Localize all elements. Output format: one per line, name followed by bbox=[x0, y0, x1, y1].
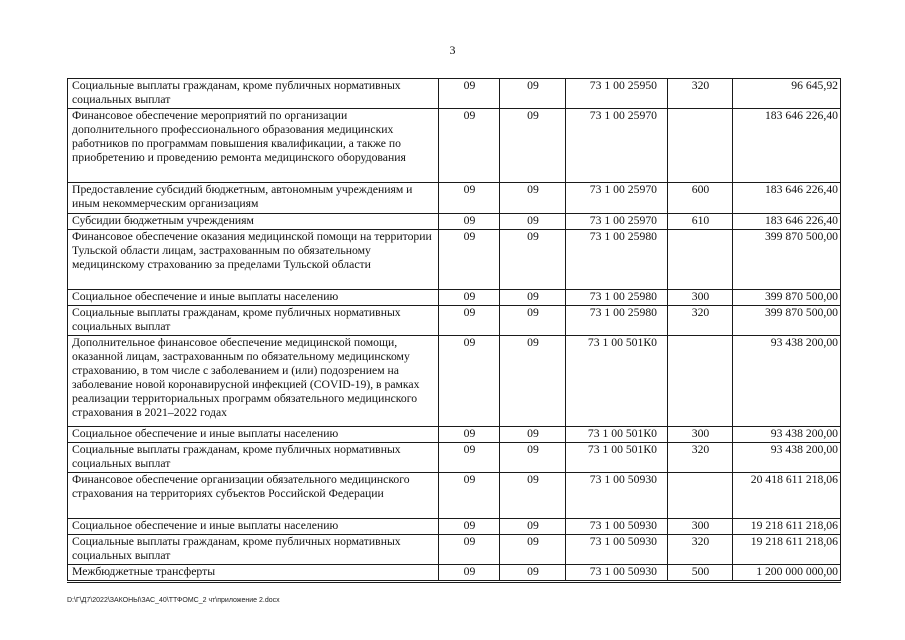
row-name: Социальные выплаты гражданам, кроме публичных нормативных социальных выплат bbox=[68, 535, 439, 565]
row-subsection: 09 bbox=[500, 214, 566, 230]
row-target-article: 73 1 00 50930 bbox=[566, 565, 668, 582]
row-target-article: 73 1 00 50930 bbox=[566, 473, 668, 519]
row-target-article: 73 1 00 25980 bbox=[566, 290, 668, 306]
row-expense-type bbox=[668, 109, 733, 183]
row-amount: 93 438 200,00 bbox=[733, 336, 841, 427]
row-subsection: 09 bbox=[500, 109, 566, 183]
row-section: 09 bbox=[439, 473, 500, 519]
row-subsection: 09 bbox=[500, 336, 566, 427]
table-row bbox=[68, 109, 841, 183]
row-expense-type: 300 bbox=[668, 290, 733, 306]
row-amount: 183 646 226,40 bbox=[733, 183, 841, 214]
row-target-article: 73 1 00 25980 bbox=[566, 306, 668, 336]
row-expense-type: 600 bbox=[668, 183, 733, 214]
row-subsection: 09 bbox=[500, 183, 566, 214]
row-section: 09 bbox=[439, 427, 500, 443]
row-target-article: 73 1 00 501К0 bbox=[566, 336, 668, 427]
row-name: Финансовое обеспечение организации обязательного медицинского страхования на территориях субъектов Российской Федерации bbox=[68, 473, 439, 519]
row-section: 09 bbox=[439, 290, 500, 306]
row-expense-type: 320 bbox=[668, 535, 733, 565]
page-number: 3 bbox=[449, 43, 456, 57]
row-name: Дополнительное финансовое обеспечение медицинской помощи, оказанной лицам, застрахованным по обязательному медицинскому страхованию, в том числе с заболеванием и (или) подозрением на заболевание новой коронавирусной инфекцией (COVID-19), в рамках реализации территориальных программ обязательного медицинского страхования в 2021–2022 годах bbox=[68, 336, 439, 427]
row-expense-type: 320 bbox=[668, 79, 733, 109]
row-subsection: 09 bbox=[500, 230, 566, 290]
row-name: Финансовое обеспечение мероприятий по организации дополнительного профессионального образования медицинских работников по программам повышения квалификации, а также по приобретению и проведению ремонта медицинского оборудования bbox=[68, 109, 439, 183]
row-target-article: 73 1 00 25980 bbox=[566, 230, 668, 290]
row-name: Социальные выплаты гражданам, кроме публичных нормативных социальных выплат bbox=[68, 306, 439, 336]
table-row bbox=[68, 443, 841, 473]
row-amount: 96 645,92 bbox=[733, 79, 841, 109]
row-expense-type: 610 bbox=[668, 214, 733, 230]
row-section: 09 bbox=[439, 306, 500, 336]
row-name: Предоставление субсидий бюджетным, автономным учреждениям и иным некоммерческим организациям bbox=[68, 183, 439, 214]
row-section: 09 bbox=[439, 535, 500, 565]
row-target-article: 73 1 00 50930 bbox=[566, 535, 668, 565]
row-amount: 93 438 200,00 bbox=[733, 427, 841, 443]
table-row bbox=[68, 336, 841, 427]
row-subsection: 09 bbox=[500, 427, 566, 443]
row-section: 09 bbox=[439, 443, 500, 473]
table-row bbox=[68, 473, 841, 519]
footer-file-path: D:\Г\Д7\2022\ЗАКОНЫ\ЗАС_40\ТТФОМС_2 чт\приложение 2.docx bbox=[67, 597, 280, 604]
row-name: Социальное обеспечение и иные выплаты населению bbox=[68, 290, 439, 306]
row-section: 09 bbox=[439, 565, 500, 582]
row-amount: 93 438 200,00 bbox=[733, 443, 841, 473]
row-subsection: 09 bbox=[500, 473, 566, 519]
row-name: Социальное обеспечение и иные выплаты населению bbox=[68, 427, 439, 443]
row-section: 09 bbox=[439, 519, 500, 535]
row-section: 09 bbox=[439, 336, 500, 427]
row-subsection: 09 bbox=[500, 79, 566, 109]
row-amount: 399 870 500,00 bbox=[733, 290, 841, 306]
budget-table bbox=[67, 78, 841, 583]
row-section: 09 bbox=[439, 109, 500, 183]
row-subsection: 09 bbox=[500, 306, 566, 336]
row-target-article: 73 1 00 25970 bbox=[566, 109, 668, 183]
row-expense-type: 320 bbox=[668, 306, 733, 336]
table-row bbox=[68, 79, 841, 109]
table-row bbox=[68, 535, 841, 565]
row-name: Социальные выплаты гражданам, кроме публичных нормативных социальных выплат bbox=[68, 443, 439, 473]
table-row bbox=[68, 519, 841, 535]
row-expense-type bbox=[668, 336, 733, 427]
row-subsection: 09 bbox=[500, 443, 566, 473]
row-amount: 183 646 226,40 bbox=[733, 214, 841, 230]
table-row bbox=[68, 306, 841, 336]
row-expense-type: 320 bbox=[668, 443, 733, 473]
row-expense-type: 300 bbox=[668, 519, 733, 535]
row-amount: 19 218 611 218,06 bbox=[733, 519, 841, 535]
row-expense-type: 500 bbox=[668, 565, 733, 582]
row-name: Субсидии бюджетным учреждениям bbox=[68, 214, 439, 230]
row-target-article: 73 1 00 25970 bbox=[566, 183, 668, 214]
row-amount: 399 870 500,00 bbox=[733, 306, 841, 336]
row-section: 09 bbox=[439, 214, 500, 230]
row-amount: 399 870 500,00 bbox=[733, 230, 841, 290]
row-name: Межбюджетные трансферты bbox=[68, 565, 439, 582]
row-subsection: 09 bbox=[500, 290, 566, 306]
row-section: 09 bbox=[439, 79, 500, 109]
row-target-article: 73 1 00 25950 bbox=[566, 79, 668, 109]
row-section: 09 bbox=[439, 230, 500, 290]
row-subsection: 09 bbox=[500, 519, 566, 535]
row-target-article: 73 1 00 501К0 bbox=[566, 443, 668, 473]
table-row bbox=[68, 230, 841, 290]
row-amount: 19 218 611 218,06 bbox=[733, 535, 841, 565]
row-subsection: 09 bbox=[500, 565, 566, 582]
row-section: 09 bbox=[439, 183, 500, 214]
row-target-article: 73 1 00 50930 bbox=[566, 519, 668, 535]
row-expense-type: 300 bbox=[668, 427, 733, 443]
row-name: Социальное обеспечение и иные выплаты населению bbox=[68, 519, 439, 535]
row-name: Финансовое обеспечение оказания медицинской помощи на территории Тульской области лицам, застрахованным по обязательному медицинскому страхованию за пределами Тульской области bbox=[68, 230, 439, 290]
row-target-article: 73 1 00 501К0 bbox=[566, 427, 668, 443]
row-target-article: 73 1 00 25970 bbox=[566, 214, 668, 230]
table-row bbox=[68, 427, 841, 443]
row-name: Социальные выплаты гражданам, кроме публичных нормативных социальных выплат bbox=[68, 79, 439, 109]
table-row bbox=[68, 565, 841, 582]
row-amount: 183 646 226,40 bbox=[733, 109, 841, 183]
row-subsection: 09 bbox=[500, 535, 566, 565]
row-amount: 1 200 000 000,00 bbox=[733, 565, 841, 582]
table-row bbox=[68, 183, 841, 214]
row-expense-type bbox=[668, 230, 733, 290]
table-row bbox=[68, 290, 841, 306]
row-amount: 20 418 611 218,06 bbox=[733, 473, 841, 519]
row-expense-type bbox=[668, 473, 733, 519]
table-row bbox=[68, 214, 841, 230]
